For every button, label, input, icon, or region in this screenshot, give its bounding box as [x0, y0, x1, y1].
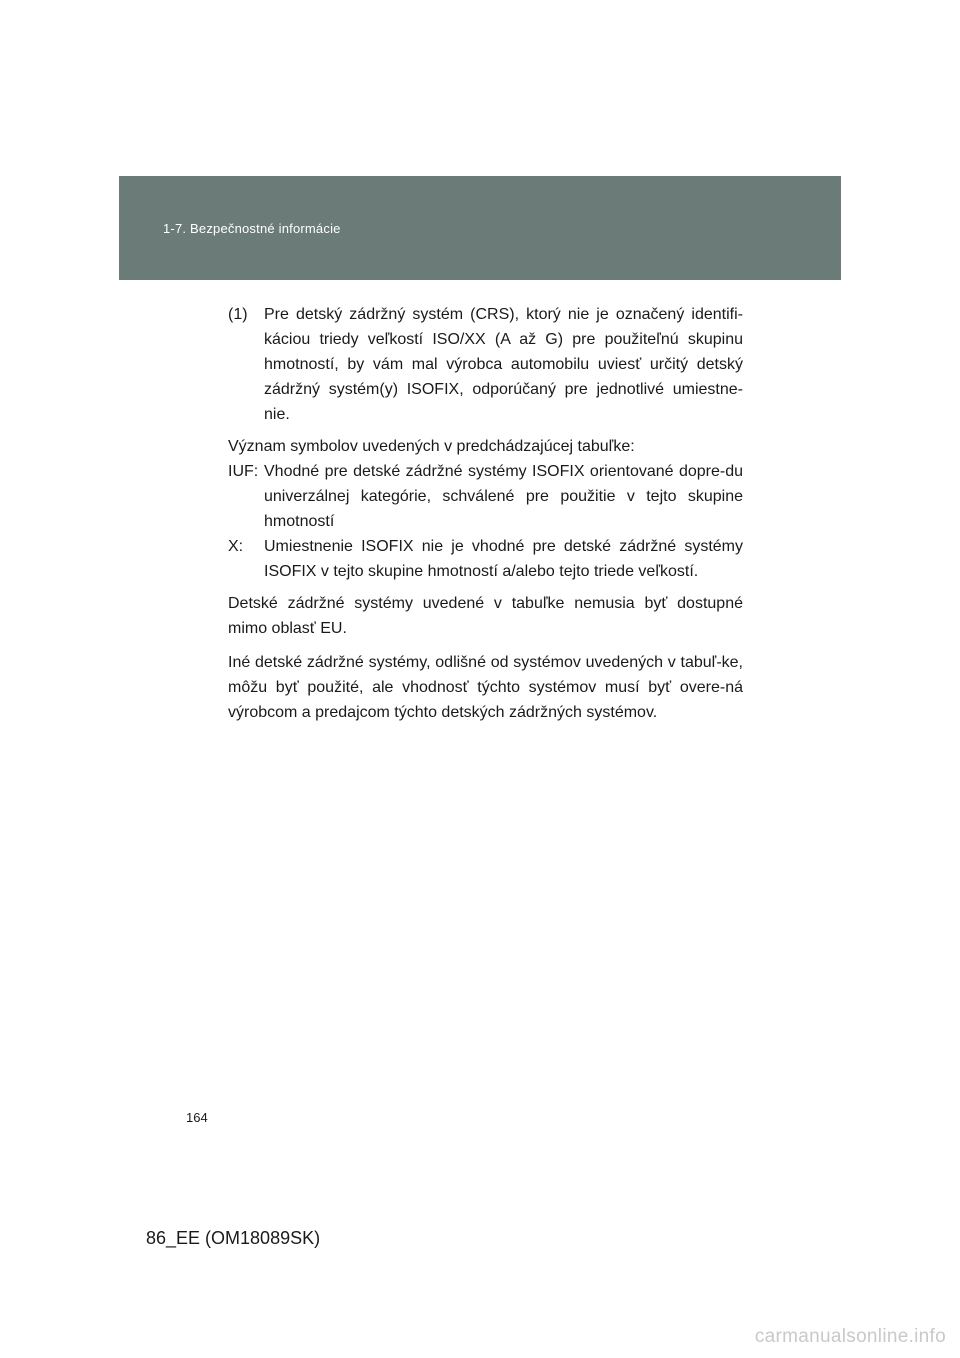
watermark: carmanualsonline.info: [754, 1326, 946, 1347]
page-number: 164: [186, 1110, 208, 1125]
legend-item-iuf: [228, 459, 743, 534]
legend-key: IUF:: [228, 463, 259, 480]
document-code: 86_EE (OM18089SK): [146, 1228, 321, 1248]
availability-paragraph: Detské zádržné systémy uvedené v tabuľke nemusia byť dostupné mimo oblasť EU.: [228, 595, 743, 637]
legend-intro: Význam symbolov uvedených v predchádzajúcej tabuľke:: [228, 438, 635, 455]
other-systems-paragraph: Iné detské zádržné systémy, odlišné od systémov uvedených v tabuľ-ke, môžu byť použité, ale vhodnosť týchto systémov musí byť overe-ná výrobcom a predajcom týchto detských zádržných systémov.: [228, 654, 743, 721]
note-item: [228, 302, 743, 427]
legend-item-x: [228, 534, 743, 584]
note-key: (1): [228, 306, 248, 323]
legend-key: X:: [228, 538, 244, 555]
legend-text: Umiestnenie ISOFIX nie je vhodné pre detské zádržné systémy ISOFIX v tejto skupine hmotností a/alebo tejto triede veľkostí.: [264, 538, 743, 580]
note-text: Pre detský zádržný systém (CRS), ktorý nie je označený identifi-káciou triedy veľkostí ISO/XX (A až G) pre použiteľnú skupinu hmotností, by vám mal výrobca automobilu uviesť určitý detský zádržný systém(y) ISOFIX, odporúčaný pre jednotlivé umiestne-nie.: [264, 306, 743, 423]
section-title: 1-7. Bezpečnostné informácie: [163, 221, 341, 236]
page-content: [228, 302, 743, 725]
legend-text: Vhodné pre detské zádržné systémy ISOFIX orientované dopre-du univerzálnej kategórie, schválené pre použitie v tejto skupine hmotností: [264, 463, 743, 530]
section-header-band: [119, 176, 841, 280]
